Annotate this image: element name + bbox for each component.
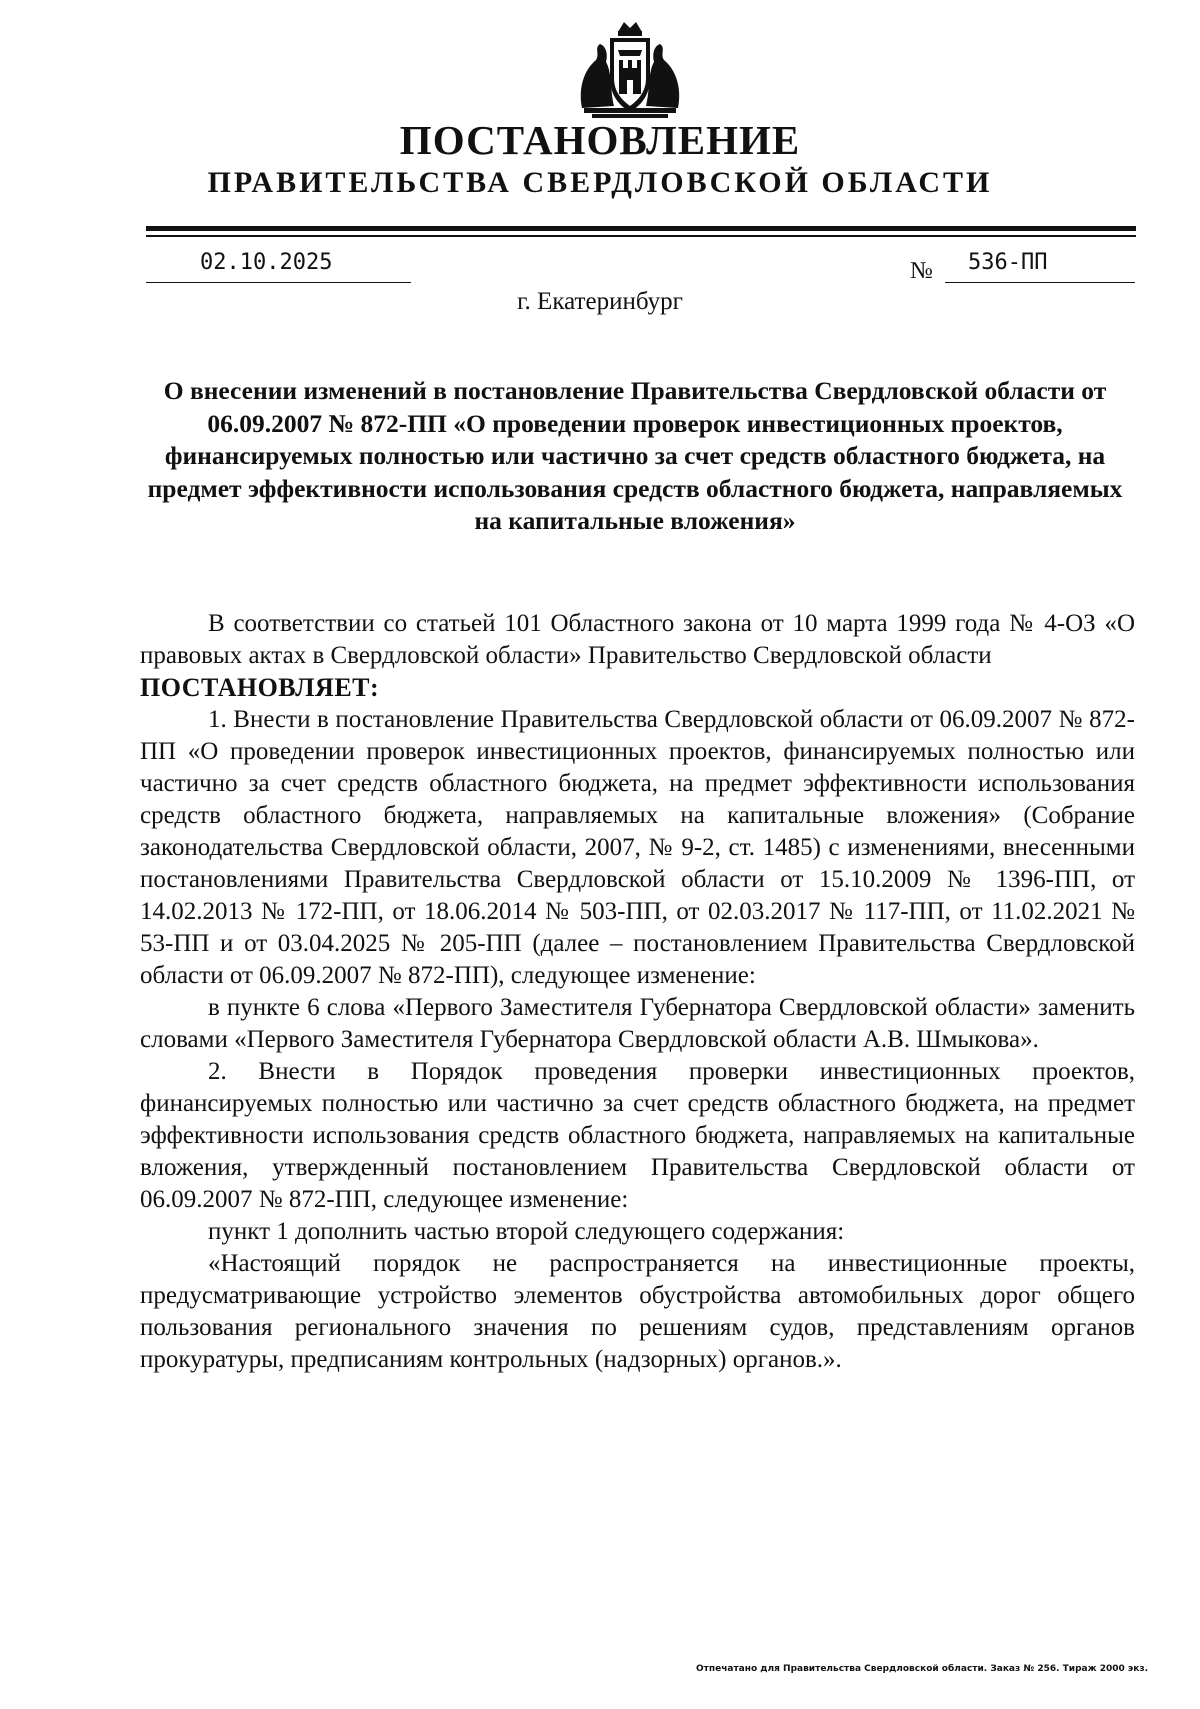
number-sign: № (910, 258, 933, 284)
document-date: 02.10.2025 (200, 250, 333, 275)
body-paragraph: 2. Внести в Порядок проведения проверки инвестиционных проектов, финансируемых полностью или частично за счет средств областного бюджета, на предмет эффективности использования средств областного бюджета, направляемых на капитальные вложения, утвержденный постановлением Правительства Свердловской области от 06.09.2007 № 872-ПП, следующее изменение: (140, 1058, 1135, 1213)
body-paragraph: пункт 1 дополнить частью второй следующего содержания: (208, 1218, 845, 1245)
document-city: г. Екатеринбург (517, 288, 683, 315)
preamble-paragraph: В соответствии со статьей 101 Областного закона от 10 марта 1999 года № 4-ОЗ «О правовых актах в Свердловской области» Правительство Свердловской области (140, 610, 1135, 669)
coat-of-arms-icon (574, 18, 686, 120)
header-divider-thin (146, 235, 1136, 237)
number-underline (945, 282, 1135, 283)
body-paragraph: 1. Внести в постановление Правительства Свердловской области от 06.09.2007 № 872-ПП «О проведении проверок инвестиционных проектов, финансируемых полностью или частично за счет средств областного бюджета, на предмет эффективности использования средств областного бюджета, направляемых на капитальные вложения» (Собрание законодательства Свердловской области, 2007, № 9-2, ст. 1485) с изменениями, внесенными постановлениями Правительства Свердловской области от 15.10.2009 № 1396-ПП, от 14.02.2013 № 172-ПП, от 18.06.2014 № 503-ПП, от 02.03.2017 № 117-ПП, от 11.02.2021 № 53-ПП и от 03.04.2025 № 205-ПП (далее – постановлением Правительства Свердловской области от 06.09.2007 № 872-ПП), следующее изменение: (140, 706, 1135, 989)
document-number: 536-ПП (968, 250, 1048, 275)
body-paragraph: «Настоящий порядок не распространяется на инвестиционные проекты, предусматривающие устройство элементов обустройства автомобильных дорог общего пользования регионального значения по решениям судов, представлениям органов прокуратуры, предписаниям контрольных (надзорных) органов.». (140, 1250, 1135, 1373)
print-note: Отпечатано для Правительства Свердловской области. Заказ № 256. Тираж 2000 экз. (696, 1664, 1148, 1674)
document-issuer: ПРАВИТЕЛЬСТВА СВЕРДЛОВСКОЙ ОБЛАСТИ (207, 166, 993, 199)
date-underline (146, 282, 411, 283)
document-body (140, 608, 1135, 1376)
document-title: ПОСТАНОВЛЕНИЕ (399, 117, 801, 163)
document-heading: О внесении изменений в постановление Правительства Свердловской области от 06.09.2007 № 872-ПП «О проведении проверок инвестиционных проектов, финансируемых полностью или частично за счет средств областного бюджета, на предмет эффективности использования средств областного бюджета, направляемых на капитальные вложения» (147, 376, 1123, 535)
body-paragraph: в пункте 6 слова «Первого Заместителя Губернатора Свердловской области» заменить словами «Первого Заместителя Губернатора Свердловской области А.В. Шмыкова». (140, 994, 1135, 1053)
decree-word: ПОСТАНОВЛЯЕТ: (140, 673, 380, 702)
header-divider-thick (146, 226, 1136, 231)
